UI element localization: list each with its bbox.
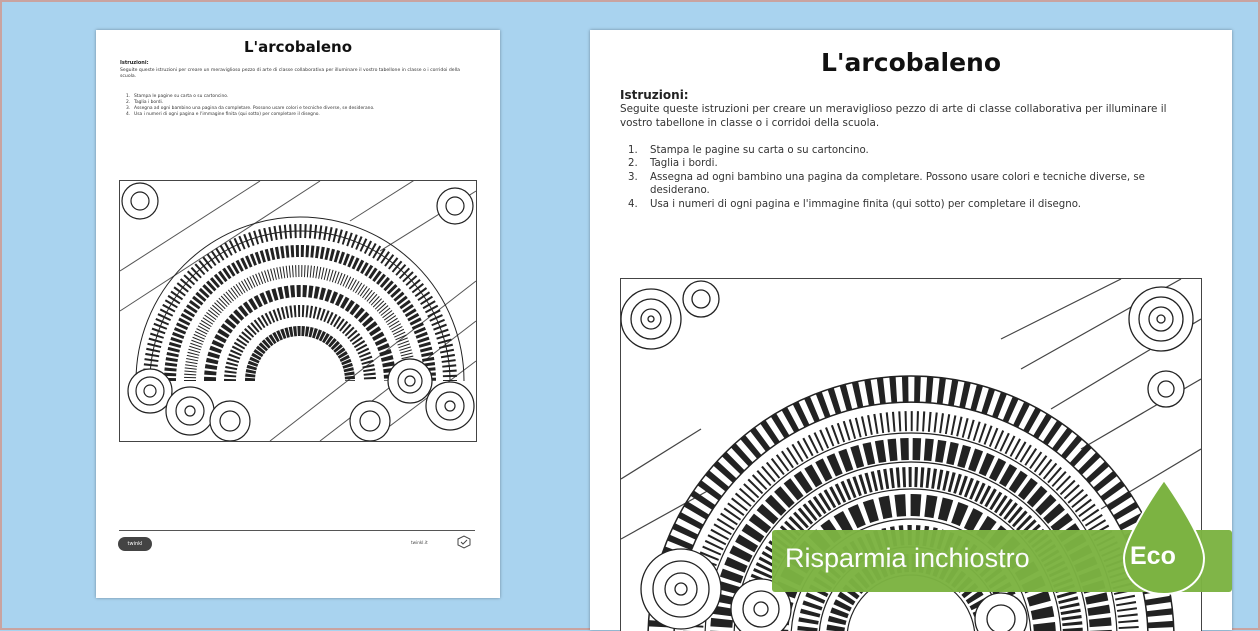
instructions-steps [628, 144, 1188, 211]
instructions-intro: Seguite queste istruzioni per creare un meraviglioso pezzo di arte di classe collaborativa per illuminare il vostro tabellone in classe o i corridoi della scuola. [620, 103, 1167, 129]
thumbnail-instructions-heading: Istruzioni: [120, 60, 149, 66]
thumbnail-title: L'arcobaleno [243, 38, 353, 56]
instruction-step: 1. Stampa le pagine su carta o su cartoncino. [628, 145, 869, 156]
thumbnail-steps [126, 94, 466, 118]
thumbnail-footer-url: twinkl.it [411, 540, 428, 545]
eco-badge: Eco [1130, 542, 1176, 570]
instructions-heading: Istruzioni: [620, 88, 689, 102]
instruction-step: 3. Assegna ad ogni bambino una pagina da completare. Possono usare colori e tecniche diverse, se desiderano. [628, 171, 1145, 197]
thumbnail-footer-line [119, 530, 475, 531]
thumbnail-step: 3. Assegna ad ogni bambino una pagina da completare. Possono usare colori e tecniche diverse, se desiderano. [126, 106, 375, 111]
instruction-step: 2. Taglia i bordi. [628, 158, 718, 170]
ink-drop-icon [1116, 478, 1212, 596]
instruction-step: 4. Usa i numeri di ogni pagina e l'immagine finita (qui sotto) per completare il disegno. [628, 198, 1081, 210]
thumbnail-step: 1. Stampa le pagine su carta o su cartoncino. [126, 94, 229, 99]
thumbnail-step: 4. Usa i numeri di ogni pagina e l'immagine finita (qui sotto) per completare il disegno. [126, 112, 320, 117]
thumbnail-rainbow-drawing [119, 180, 477, 442]
worksheet-title: L'arcobaleno [820, 48, 1002, 77]
thumbnail-intro: Seguite queste istruzioni per creare un meraviglioso pezzo di arte di classe collaborativa per illuminare il vostro tabellone in classe o i corridoi della scuola. [120, 68, 460, 79]
checked-badge-icon [456, 535, 472, 549]
thumbnail-step: 2. Taglia i bordi. [126, 100, 164, 105]
eco-banner-label: Risparmia inchiostro [785, 543, 1030, 573]
twinkl-logo: twinkl [118, 537, 152, 551]
thumbnail-page [96, 30, 500, 598]
